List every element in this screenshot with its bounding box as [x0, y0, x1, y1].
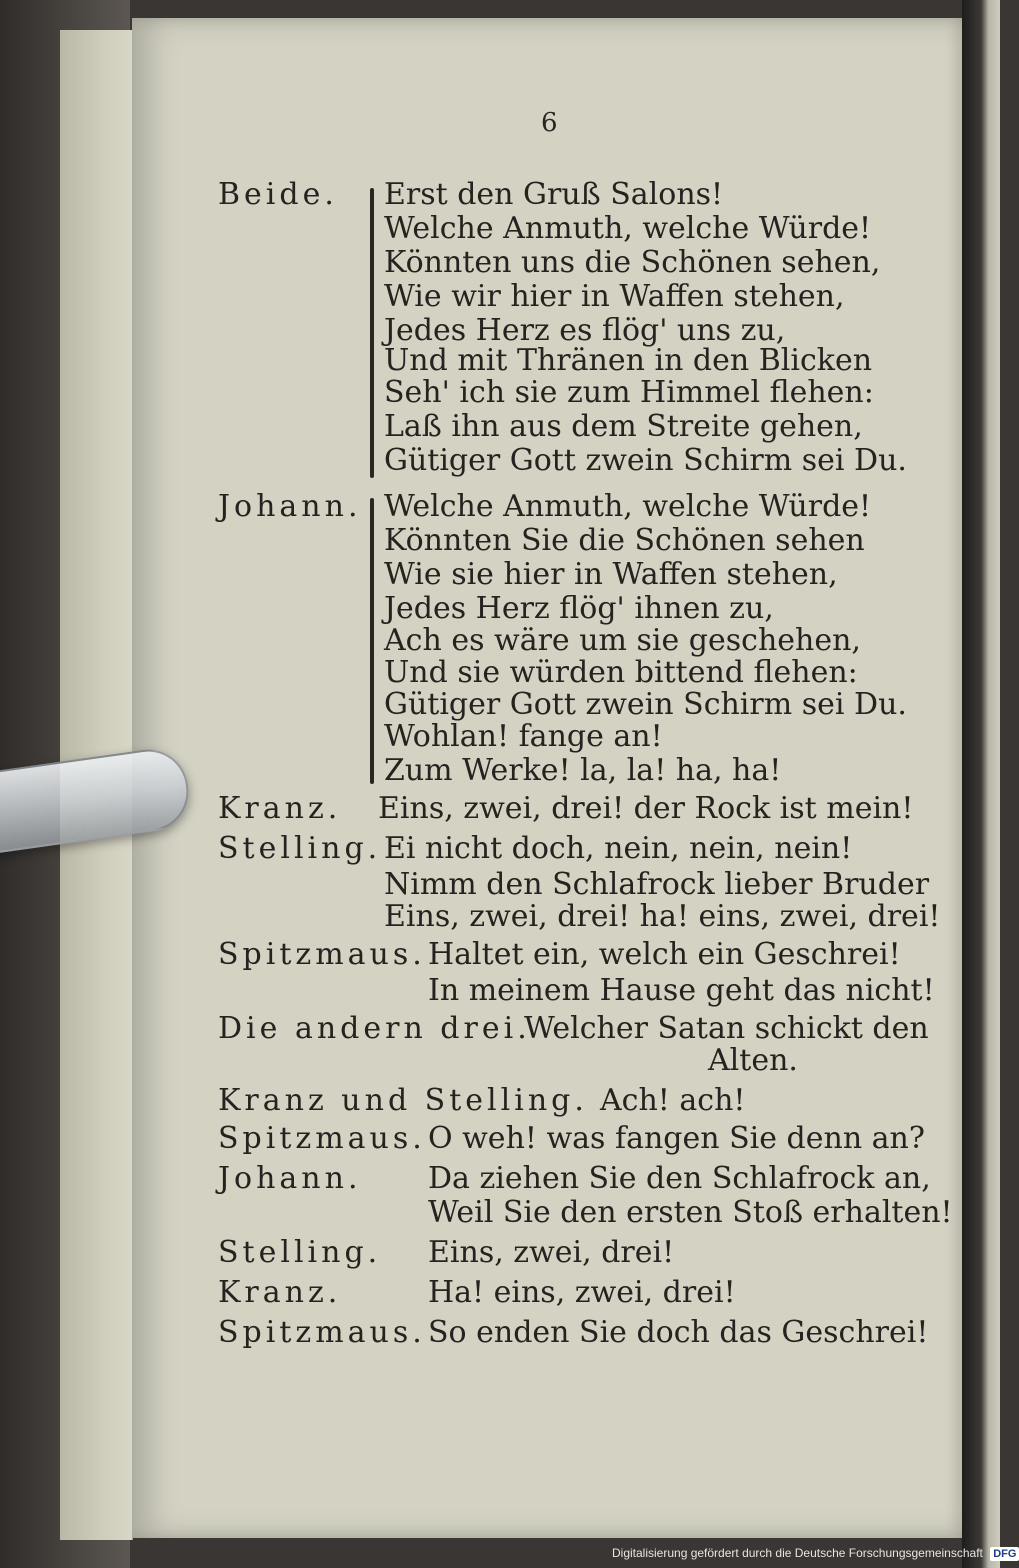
verse-line: Laß ihn aus dem Streite gehen, [384, 409, 863, 444]
speaker-label: Kranz. [218, 791, 342, 826]
verse-line: Alten. [708, 1043, 798, 1078]
verse-line: Seh' ich sie zum Himmel flehen: [384, 375, 874, 410]
verse-line: Ach es wäre um sie geschehen, [384, 623, 861, 658]
verse-line: Eins, zwei, drei! ha! eins, zwei, drei! [384, 899, 941, 934]
speaker-label: Kranz. [218, 1275, 342, 1310]
speaker-label: Stelling. [218, 831, 382, 866]
brace-bracket [370, 188, 374, 478]
verse-line: Welcher Satan schickt den [524, 1011, 929, 1046]
verse-line: Könnten uns die Schönen sehen, [384, 245, 881, 280]
verse-line: Ei nicht doch, nein, nein, nein! [384, 831, 853, 866]
verse-line: Und sie würden bittend flehen: [384, 655, 858, 690]
verse-line: O weh! was fangen Sie denn an? [428, 1121, 925, 1156]
verse-line: Jedes Herz flög' ihnen zu, [384, 591, 774, 626]
verse-line: Wohlan! fange an! [384, 719, 663, 754]
verse-line: Wie wir hier in Waffen stehen, [384, 279, 845, 314]
verse-line: So enden Sie doch das Geschrei! [428, 1315, 929, 1350]
page-number: 6 [541, 108, 558, 138]
speaker-label: Die andern drei. [218, 1011, 531, 1046]
dfg-logo-icon: DFG [990, 1547, 1019, 1561]
verse-line: Weil Sie den ersten Stoß erhalten! [428, 1195, 953, 1230]
verse-line: Ach! ach! [600, 1083, 746, 1118]
next-page-edge [962, 0, 1000, 1568]
verse-line: Gütiger Gott zwein Schirm sei Du. [384, 687, 907, 722]
speaker-label: Beide. [218, 177, 338, 212]
speaker-label: Spitzmaus. [218, 937, 426, 972]
verse-line: Könnten Sie die Schönen sehen [384, 523, 865, 558]
footer-text: Digitalisierung gefördert durch die Deutsche Forschungsgemeinschaft [612, 1546, 983, 1560]
speaker-label: Johann. [218, 1161, 362, 1196]
speaker-label: Johann. [218, 489, 362, 524]
digitization-footer [612, 1546, 1019, 1561]
verse-line: Eins, zwei, drei! der Rock ist mein! [378, 791, 914, 826]
speaker-label: Stelling. [218, 1235, 382, 1270]
verse-line: Wie sie hier in Waffen stehen, [384, 557, 838, 592]
brace-bracket [370, 498, 374, 784]
verse-line: Erst den Gruß Salons! [384, 177, 724, 212]
verse-line: Zum Werke! la, la! ha, ha! [384, 753, 782, 788]
verse-line: Welche Anmuth, welche Würde! [384, 211, 872, 246]
speaker-label: Spitzmaus. [218, 1121, 426, 1156]
speaker-label: Spitzmaus. [218, 1315, 426, 1350]
verse-line: Ha! eins, zwei, drei! [428, 1275, 736, 1310]
verse-line: Eins, zwei, drei! [428, 1235, 675, 1270]
verse-line: Da ziehen Sie den Schlafrock an, [428, 1161, 931, 1196]
verse-line: Und mit Thränen in den Blicken [384, 343, 873, 378]
verse-line: Welche Anmuth, welche Würde! [384, 489, 872, 524]
verse-line: In meinem Hause geht das nicht! [428, 973, 935, 1008]
verse-line: Gütiger Gott zwein Schirm sei Du. [384, 443, 907, 478]
verse-line: Nimm den Schlafrock lieber Bruder [384, 867, 930, 902]
verse-line: Jedes Herz es flög' uns zu, [384, 313, 786, 348]
speaker-label: Kranz und Stelling. [218, 1083, 588, 1118]
verse-line: Haltet ein, welch ein Geschrei! [428, 937, 901, 972]
